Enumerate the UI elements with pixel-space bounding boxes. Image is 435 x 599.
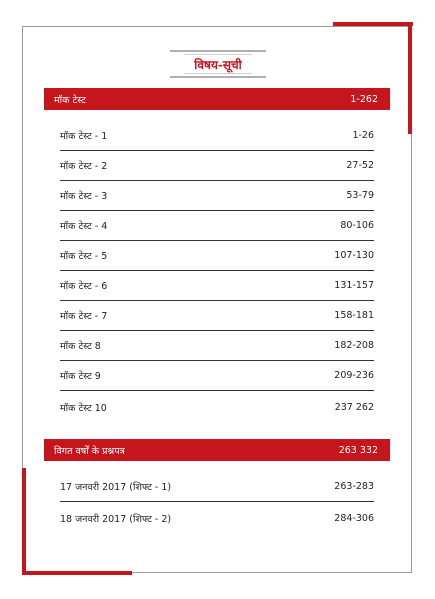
toc-row-pages: 209-236: [334, 370, 374, 381]
toc-row[interactable]: [60, 472, 374, 502]
toc-row-pages: 1-26: [352, 130, 374, 141]
toc-row-label: मॉक टेस्ट - 1: [60, 131, 108, 142]
toc-row[interactable]: [60, 271, 374, 301]
toc-row-label: मॉक टेस्ट 8: [60, 341, 101, 352]
toc-row[interactable]: [60, 361, 374, 391]
toc-row-label: मॉक टेस्ट 10: [60, 402, 107, 414]
corner-accent-top-right-vertical: [408, 22, 412, 134]
section-label: मॉक टेस्ट: [54, 94, 86, 106]
toc-row[interactable]: [60, 331, 374, 361]
toc-row-label: मॉक टेस्ट - 3: [60, 191, 108, 202]
toc-row-label: मॉक टेस्ट 9: [60, 371, 101, 382]
toc-row-pages: 182-208: [334, 340, 374, 351]
toc-row-pages: 131-157: [334, 280, 374, 291]
section-header-mock-tests[interactable]: [44, 88, 390, 110]
title-rule-bottom-inner: [184, 73, 252, 74]
toc-row-label: मॉक टेस्ट - 5: [60, 251, 108, 262]
toc-row-label: मॉक टेस्ट - 4: [60, 221, 108, 232]
toc-row-pages: 53-79: [346, 190, 374, 201]
page-title: विषय-सूची: [194, 58, 242, 72]
title-rule-bottom: [170, 76, 266, 78]
toc-row-pages: 284-306: [334, 512, 374, 524]
toc-row[interactable]: [60, 121, 374, 151]
toc-row-pages: 107-130: [334, 250, 374, 261]
toc-row-label: मॉक टेस्ट - 7: [60, 311, 108, 322]
toc-title-block: [170, 50, 266, 80]
toc-row-pages: 237 262: [334, 401, 374, 413]
toc-row[interactable]: [60, 392, 374, 422]
toc-row[interactable]: [60, 151, 374, 181]
toc-row[interactable]: [60, 241, 374, 271]
corner-accent-bottom-left: [22, 571, 132, 575]
toc-row[interactable]: [60, 181, 374, 211]
title-rule-top: [170, 50, 266, 52]
toc-row-pages: 80-106: [340, 220, 374, 231]
section-pages: 1-262: [350, 93, 378, 105]
toc-row-label: मॉक टेस्ट - 2: [60, 161, 108, 172]
toc-row-label: मॉक टेस्ट - 6: [60, 281, 108, 292]
toc-row-pages: 27-52: [346, 160, 374, 171]
corner-accent-top-right: [333, 22, 413, 26]
toc-row-label: 18 जनवरी 2017 (शिफ्ट - 2): [60, 513, 172, 525]
corner-accent-bottom-left-vertical: [22, 468, 26, 575]
toc-row-pages: 158-181: [334, 310, 374, 321]
section-pages: 263 332: [338, 444, 378, 456]
section-label: विगत वर्षों के प्रश्नपत्र: [54, 445, 125, 457]
toc-row-pages: 263-283: [334, 481, 374, 492]
toc-row[interactable]: [60, 301, 374, 331]
toc-row[interactable]: [60, 211, 374, 241]
section-header-previous-papers[interactable]: [44, 439, 390, 461]
title-rule-top-inner: [184, 54, 252, 55]
toc-row-label: 17 जनवरी 2017 (शिफ्ट - 1): [60, 482, 172, 493]
toc-row[interactable]: [60, 503, 374, 533]
